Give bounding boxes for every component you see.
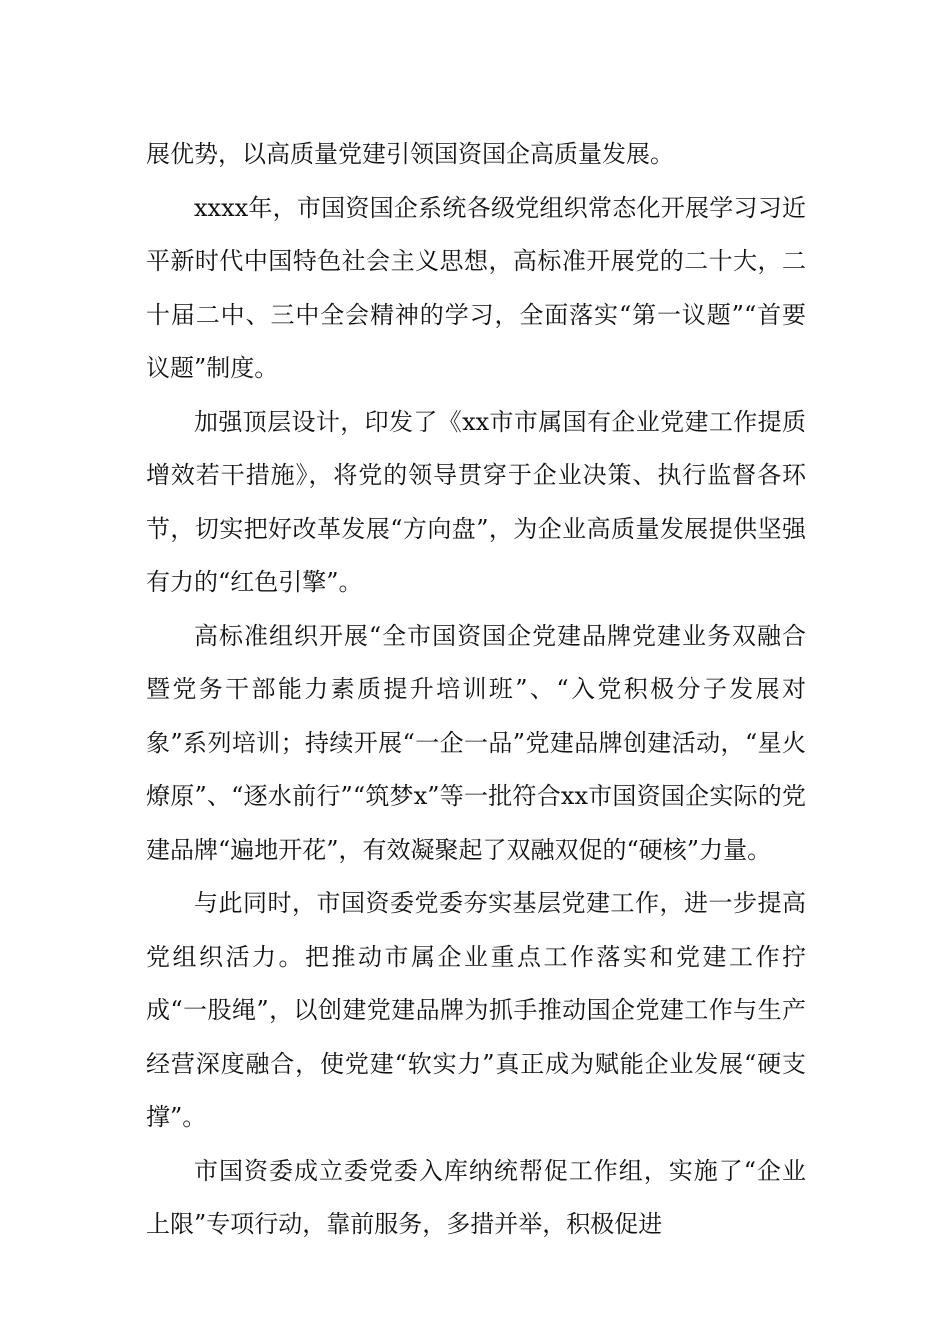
- document-body: [146, 128, 806, 1252]
- paragraph-top-level-design: 加强顶层设计，印发了《xx市市属国有企业党建工作提质增效若干措施》，将党的领导贯穿于企业决策、执行监督各环节，切实把好改革发展“方向盘”，为企业高质量发展提供坚强有力的“红色引擎”。: [146, 407, 806, 596]
- paragraph-training-and-branding: 高标准组织开展“全市国资国企党建品牌党建业务双融合暨党务干部能力素质提升培训班”、“入党积极分子发展对象”系列培训；持续开展“一企一品”党建品牌创建活动，“星火燎原”、“逐水前行”“筑梦x”等一批符合xx市国资国企实际的党建品牌“遍地开花”，有效凝聚起了双融双促的“硬核”力量。: [146, 621, 806, 864]
- paragraph-continuation: 展优势，以高质量党建引领国资国企高质量发展。: [146, 140, 674, 168]
- paragraph-grassroots: 与此同时，市国资委党委夯实基层党建工作，进一步提高党组织活力。把推动市属企业重点工作落实和党建工作拧成“一股绳”，以创建党建品牌为抓手推动国企党建工作与生产经营深度融合，使党建“软实力”真正成为赋能企业发展“硬支撑”。: [146, 889, 806, 1131]
- paragraph-working-group: 市国资委成立委党委入库纳统帮促工作组，实施了“企业上限”专项行动，靠前服务，多措并举，积极促进: [146, 1156, 806, 1238]
- paragraph-study: xxxx年，市国资国企系统各级党组织常态化开展学习习近平新时代中国特色社会主义思想，高标准开展党的二十大，二十届二中、三中全会精神的学习，全面落实“第一议题”“首要议题”制度。: [146, 193, 806, 382]
